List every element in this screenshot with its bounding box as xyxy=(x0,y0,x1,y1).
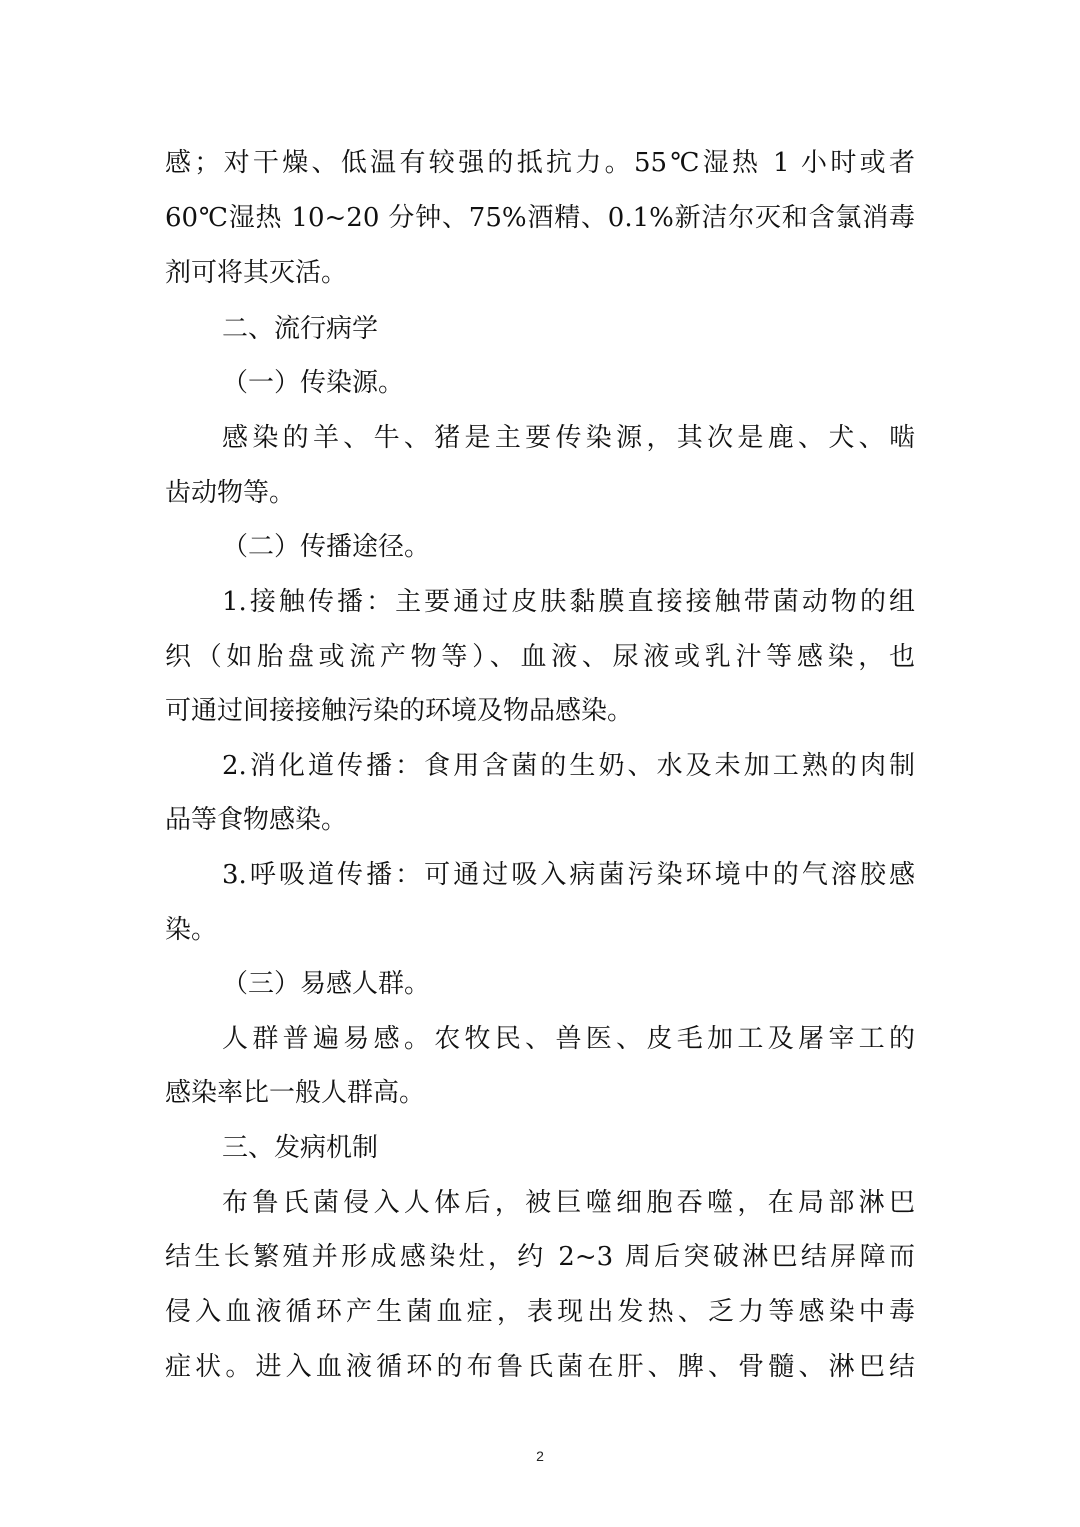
paragraph-line: 侵入血液循环产生菌血症，表现出发热、乏力等感染中毒 xyxy=(165,1297,915,1327)
paragraph-line: 感染的羊、牛、猪是主要传染源，其次是鹿、犬、啮 xyxy=(222,423,915,453)
paragraph-line: 可通过间接接触污染的环境及物品感染。 xyxy=(165,696,634,726)
subsection-heading-transmission: （二）传播途径。 xyxy=(222,532,431,562)
paragraph-line: 染。 xyxy=(165,915,218,945)
paragraph-line: 2.消化道传播：食用含菌的生奶、水及未加工熟的肉制 xyxy=(222,751,915,781)
paragraph-line: 织（如胎盘或流产物等）、血液、尿液或乳汁等感染，也 xyxy=(165,642,915,672)
paragraph-line: 症状。进入血液循环的布鲁氏菌在肝、脾、骨髓、淋巴结 xyxy=(165,1352,915,1382)
section-heading-epidemiology: 二、流行病学 xyxy=(222,314,379,344)
paragraph-line: 3.呼吸道传播：可通过吸入病菌污染环境中的气溶胶感 xyxy=(222,860,915,890)
section-heading-pathogenesis: 三、发病机制 xyxy=(222,1133,379,1163)
paragraph-line: 齿动物等。 xyxy=(165,478,296,508)
paragraph-line: 布鲁氏菌侵入人体后，被巨噬细胞吞噬，在局部淋巴 xyxy=(222,1188,915,1218)
page-number: 2 xyxy=(536,1448,544,1464)
paragraph-line: 剂可将其灭活。 xyxy=(165,258,348,288)
paragraph-line: 60℃湿热 10~20 分钟、75%酒精、0.1%新洁尔灭和含氯消毒 xyxy=(165,203,915,233)
paragraph-line: 品等食物感染。 xyxy=(165,805,348,835)
paragraph-line: 人群普遍易感。农牧民、兽医、皮毛加工及屠宰工的 xyxy=(222,1024,915,1054)
subsection-heading-source: （一）传染源。 xyxy=(222,368,405,398)
paragraph-line: 结生长繁殖并形成感染灶，约 2~3 周后突破淋巴结屏障而 xyxy=(165,1242,915,1272)
paragraph-line: 感；对干燥、低温有较强的抵抗力。55℃湿热 1 小时或者 xyxy=(165,148,915,178)
paragraph-line: 1.接触传播：主要通过皮肤黏膜直接接触带菌动物的组 xyxy=(222,587,915,617)
paragraph-line: 感染率比一般人群高。 xyxy=(165,1078,426,1108)
subsection-heading-susceptible: （三）易感人群。 xyxy=(222,969,431,999)
